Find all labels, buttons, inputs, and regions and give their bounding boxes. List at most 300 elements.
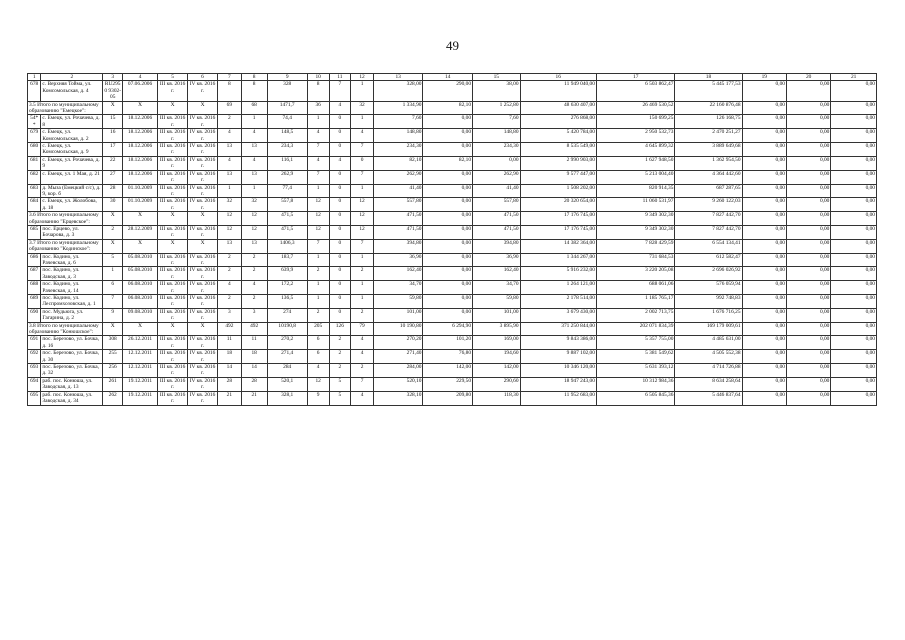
- table-cell: 328,10: [373, 391, 423, 405]
- table-cell: 4: [351, 391, 374, 405]
- table-cell: 1: [217, 184, 241, 198]
- table-cell: 0,00: [423, 295, 473, 309]
- table-cell: 0: [329, 170, 351, 184]
- column-header: 16: [520, 74, 596, 81]
- table-cell: 0: [329, 184, 351, 198]
- table-cell: 0,00: [742, 115, 786, 129]
- table-cell: 691: [28, 336, 41, 350]
- table-cell: 136,5: [267, 295, 307, 309]
- table-cell: 2: [103, 225, 123, 239]
- table-cell: 142,00: [473, 364, 521, 378]
- table-cell: 0,00: [831, 295, 877, 309]
- table-cell: 0,00: [786, 170, 830, 184]
- table-cell: 0,00: [831, 267, 877, 281]
- table-cell: 520,10: [373, 377, 423, 391]
- column-header: 18: [675, 74, 742, 81]
- table-cell: 4: [217, 156, 241, 170]
- table-cell: IV кв. 2016 г.: [188, 115, 218, 129]
- table-cell: 284,00: [373, 364, 423, 378]
- table-cell: 0,00: [742, 322, 786, 336]
- table-cell: раб. пос. Конюша, ул. Заводская, д. 13: [41, 377, 103, 391]
- table-cell: 2 002 713,75: [596, 308, 674, 322]
- table-cell: X: [123, 212, 158, 226]
- table-cell: 7: [351, 170, 374, 184]
- table-cell: 01.10.2009: [123, 184, 158, 198]
- table-cell: 2 990 903,00: [520, 156, 596, 170]
- table-cell: 1: [351, 115, 374, 129]
- table-cell: 471,50: [473, 212, 521, 226]
- table-cell: 0,00: [831, 129, 877, 143]
- table-cell: 10 346 120,00: [520, 364, 596, 378]
- table-cell: 4 364 442,60: [675, 170, 742, 184]
- table-cell: 4: [241, 129, 267, 143]
- table-cell: 557,80: [473, 198, 521, 212]
- table-cell: 639,9: [267, 267, 307, 281]
- table-cell: 0,00: [831, 198, 877, 212]
- table-cell: 68: [241, 101, 267, 115]
- table-cell: 284: [267, 364, 307, 378]
- table-cell: 1 185 765,17: [596, 295, 674, 309]
- column-header: 8: [241, 74, 267, 81]
- table-cell: 0,00: [742, 225, 786, 239]
- table-cell: 12: [217, 225, 241, 239]
- table-cell: 0,00: [742, 364, 786, 378]
- table-cell: 30: [103, 198, 123, 212]
- table-cell: 255: [103, 350, 123, 364]
- table-cell: 3 889 649,68: [675, 143, 742, 157]
- table-cell: д. Мыза (Емецкий с/с), д. 9, кор. б: [41, 184, 103, 198]
- table-cell: 7 827 442,70: [675, 212, 742, 226]
- table-cell: 209,80: [423, 391, 473, 405]
- table-cell: 262,9: [267, 170, 307, 184]
- table-cell: 992 748,83: [675, 295, 742, 309]
- table-cell: 101,20: [423, 336, 473, 350]
- table-cell: 0: [329, 225, 351, 239]
- table-cell: 308: [103, 336, 123, 350]
- column-header: 19: [742, 74, 786, 81]
- table-cell: пос. Кодино, ул. Рачевская, д. 6: [41, 253, 103, 267]
- table-cell: 0: [329, 143, 351, 157]
- table-row: [28, 253, 877, 267]
- table-body: [28, 81, 877, 405]
- table-row: [28, 225, 877, 239]
- table-cell: 11: [241, 336, 267, 350]
- table-cell: 0,00: [786, 364, 830, 378]
- table-cell: 7: [351, 377, 374, 391]
- table-cell: 0,00: [742, 377, 786, 391]
- table-cell: 0,00: [786, 184, 830, 198]
- table-cell: 150 699,25: [596, 115, 674, 129]
- table-cell: 06.08.2010: [123, 295, 158, 309]
- table-cell: 169,00: [473, 336, 521, 350]
- table-cell: с. Емецк, ул. Рочачева, д. 9: [41, 156, 103, 170]
- table-cell: 0,00: [786, 253, 830, 267]
- table-cell: 0,00: [786, 239, 830, 253]
- table-cell: 1: [351, 295, 374, 309]
- table-cell: III кв. 2016 г.: [158, 198, 188, 212]
- table-cell: X: [188, 212, 218, 226]
- table-cell: 0,00: [742, 198, 786, 212]
- table-cell: 7: [351, 239, 374, 253]
- table-cell: IV кв. 2016 г.: [188, 364, 218, 378]
- table-cell: X: [158, 212, 188, 226]
- table-cell: 32: [351, 101, 374, 115]
- table-cell: 18 947 243,00: [520, 377, 596, 391]
- table-cell: 471,5: [267, 212, 307, 226]
- table-row: [28, 364, 877, 378]
- table-cell: III кв. 2016 г.: [158, 391, 188, 405]
- table-cell: 6: [307, 336, 329, 350]
- table-cell: 101,00: [473, 308, 521, 322]
- table-cell: 2: [351, 267, 374, 281]
- table-cell: 13: [217, 239, 241, 253]
- register-table: [27, 73, 877, 406]
- table-cell: 4: [241, 281, 267, 295]
- table-cell: 36,90: [373, 253, 423, 267]
- table-cell: 234,3: [267, 143, 307, 157]
- table-cell: 8 535 549,00: [520, 143, 596, 157]
- table-row: [28, 391, 877, 405]
- table-cell: 689: [28, 295, 41, 309]
- table-cell: 682: [28, 170, 41, 184]
- table-cell: 28: [217, 377, 241, 391]
- table-cell: 4: [351, 336, 374, 350]
- table-cell: 0,00: [786, 336, 830, 350]
- table-cell: 0,00: [473, 156, 521, 170]
- table-cell: 7: [329, 81, 351, 101]
- table-cell: 270,20: [373, 336, 423, 350]
- table-cell: 2: [329, 350, 351, 364]
- table-cell: с. Емецк, ул. Рочачева, д. 8: [41, 115, 103, 129]
- table-row: [28, 115, 877, 129]
- table-cell: 276 868,00: [520, 115, 596, 129]
- table-cell: 0,00: [831, 336, 877, 350]
- table-cell: 1: [103, 267, 123, 281]
- table-cell: 1 252,80: [473, 101, 521, 115]
- table-row: [28, 239, 877, 253]
- table-cell: 683: [28, 184, 41, 198]
- table-cell: 0,00: [423, 267, 473, 281]
- table-cell: 686: [28, 253, 41, 267]
- table-cell: III кв. 2016 г.: [158, 253, 188, 267]
- table-cell: 0: [329, 281, 351, 295]
- table-cell: III кв. 2016 г.: [158, 267, 188, 281]
- table-cell: 18: [241, 350, 267, 364]
- table-cell: 6 554 134,41: [675, 239, 742, 253]
- table-cell: 1: [351, 81, 374, 101]
- table-cell: 557,80: [373, 198, 423, 212]
- table-cell: 5: [329, 391, 351, 405]
- table-cell: IV кв. 2016 г.: [188, 225, 218, 239]
- table-cell: 0,00: [423, 170, 473, 184]
- table-cell: пос. Березово, ул. Бочка, д. 30: [41, 350, 103, 364]
- table-cell: 612 582,47: [675, 253, 742, 267]
- table-cell: 2 470 251,27: [675, 129, 742, 143]
- table-cell: 0,00: [786, 225, 830, 239]
- column-header: 17: [596, 74, 674, 81]
- table-cell: 0,00: [742, 184, 786, 198]
- table-cell: 7: [351, 143, 374, 157]
- table-cell: 148,80: [473, 129, 521, 143]
- table-cell: 0,00: [831, 308, 877, 322]
- table-cell: 7,60: [473, 115, 521, 129]
- table-cell: 6 503 862,47: [596, 81, 674, 101]
- table-cell: 7: [307, 239, 329, 253]
- table-cell: 118,30: [473, 391, 521, 405]
- table-cell: 290,00: [423, 81, 473, 101]
- subtotal-label: 3.6 Итого по муниципальному образованию "Ерцевское":: [28, 212, 103, 226]
- table-cell: 685: [28, 225, 41, 239]
- table-cell: IV кв. 2016 г.: [188, 129, 218, 143]
- table-cell: 169 179 009,61: [675, 322, 742, 336]
- table-cell: 34,70: [373, 281, 423, 295]
- table-cell: 0,00: [786, 295, 830, 309]
- table-row: [28, 295, 877, 309]
- table-cell: 0,00: [831, 253, 877, 267]
- table-cell: 681: [28, 156, 41, 170]
- table-cell: 328: [267, 81, 307, 101]
- table-cell: 0,00: [831, 101, 877, 115]
- table-cell: 0,00: [742, 81, 786, 101]
- table-row: [28, 184, 877, 198]
- table-cell: 19.12.2011: [123, 377, 158, 391]
- table-cell: III кв. 2016 г.: [158, 364, 188, 378]
- table-cell: IV кв. 2016 г.: [188, 81, 218, 101]
- table-cell: 0: [329, 267, 351, 281]
- table-cell: 262,90: [473, 170, 521, 184]
- table-cell: 2 178 514,00: [520, 295, 596, 309]
- table-cell: с. Емецк, ул. Комсомольская, д. 2: [41, 129, 103, 143]
- table-cell: 8: [217, 81, 241, 101]
- table-cell: X: [158, 101, 188, 115]
- table-cell: 12: [351, 212, 374, 226]
- table-header-row: [28, 74, 877, 81]
- table-cell: 34,70: [473, 281, 521, 295]
- table-cell: 3 679 430,00: [520, 308, 596, 322]
- table-cell: III кв. 2016 г.: [158, 184, 188, 198]
- table-cell: X: [123, 322, 158, 336]
- table-cell: 0,00: [423, 253, 473, 267]
- table-cell: 3 895,90: [473, 322, 521, 336]
- table-cell: с. Емецк, ул. Комсомольская, д. 9: [41, 143, 103, 157]
- table-cell: 0,00: [831, 156, 877, 170]
- table-cell: 262: [103, 391, 123, 405]
- table-cell: 1: [307, 295, 329, 309]
- table-cell: 1471,7: [267, 101, 307, 115]
- table-cell: 4 505 552,38: [675, 350, 742, 364]
- table-cell: 3: [217, 308, 241, 322]
- table-cell: 3 220 205,08: [596, 267, 674, 281]
- table-cell: 679: [28, 129, 41, 143]
- table-cell: 38,00: [473, 81, 521, 101]
- table-cell: 256: [103, 364, 123, 378]
- table-cell: 16: [103, 129, 123, 143]
- table-cell: 0,00: [786, 322, 830, 336]
- table-cell: 194,60: [473, 350, 521, 364]
- table-cell: 18.12.2006: [123, 156, 158, 170]
- table-cell: 27: [103, 170, 123, 184]
- table-cell: X: [123, 239, 158, 253]
- table-cell: 0,00: [786, 143, 830, 157]
- column-header: 13: [373, 74, 423, 81]
- table-cell: 0,00: [742, 308, 786, 322]
- table-cell: 3: [241, 308, 267, 322]
- table-cell: 0,00: [742, 267, 786, 281]
- table-cell: пос. Ерцево, ул. Бочарова, д. 3: [41, 225, 103, 239]
- table-cell: IV кв. 2016 г.: [188, 377, 218, 391]
- table-cell: с. Емецк, ул. Жолобова, д. 18: [41, 198, 103, 212]
- table-cell: 0,00: [423, 129, 473, 143]
- table-cell: 9 843 386,00: [520, 336, 596, 350]
- table-cell: 371 250 844,00: [520, 322, 596, 336]
- table-cell: 0,00: [423, 239, 473, 253]
- table-cell: 0,00: [786, 377, 830, 391]
- table-cell: III кв. 2016 г.: [158, 377, 188, 391]
- table-cell: 0,00: [742, 212, 786, 226]
- table-cell: III кв. 2016 г.: [158, 81, 188, 101]
- table-cell: 12: [351, 225, 374, 239]
- table-cell: 4: [217, 129, 241, 143]
- table-cell: 0,00: [786, 212, 830, 226]
- table-row: [28, 281, 877, 295]
- table-cell: 0,00: [786, 391, 830, 405]
- table-cell: 69: [217, 101, 241, 115]
- table-cell: 0,00: [831, 143, 877, 157]
- table-cell: 2: [307, 267, 329, 281]
- table-cell: 162,40: [473, 267, 521, 281]
- table-cell: 2: [217, 295, 241, 309]
- table-cell: III кв. 2016 г.: [158, 281, 188, 295]
- table-cell: 692: [28, 350, 41, 364]
- table-cell: 2 950 532,73: [596, 129, 674, 143]
- table-cell: RU2950 9302-05: [104, 81, 122, 101]
- table-cell: 5 446 837,64: [675, 391, 742, 405]
- table-cell: 684: [28, 198, 41, 212]
- column-header: 9: [267, 74, 307, 81]
- table-cell: 14: [217, 364, 241, 378]
- table-cell: 0,00: [742, 239, 786, 253]
- table-cell: 126: [329, 322, 351, 336]
- table-cell: 21: [241, 391, 267, 405]
- table-cell: 1 676 716,25: [675, 308, 742, 322]
- table-cell: 1: [241, 115, 267, 129]
- table-cell: 06.08.2010: [123, 281, 158, 295]
- table-cell: 1: [351, 184, 374, 198]
- table-cell: 0,00: [831, 391, 877, 405]
- table-cell: 9 577 447,00: [520, 170, 596, 184]
- table-row: [28, 129, 877, 143]
- table-cell: 0: [329, 253, 351, 267]
- table-cell: 26.12.2011: [123, 336, 158, 350]
- table-cell: 5 381 549,62: [596, 350, 674, 364]
- table-cell: 0,00: [423, 281, 473, 295]
- table-cell: 2 696 026,92: [675, 267, 742, 281]
- table-cell: 18.12.2006: [123, 115, 158, 129]
- table-cell: 688 061,06: [596, 281, 674, 295]
- table-cell: 26 469 530,52: [596, 101, 674, 115]
- table-cell: X: [103, 101, 123, 115]
- table-cell: 14 382 364,00: [520, 239, 596, 253]
- table-cell: 6 505 845,36: [596, 391, 674, 405]
- table-cell: X: [188, 239, 218, 253]
- table-cell: 11 060 531,97: [596, 198, 674, 212]
- table-cell: 8: [307, 81, 329, 101]
- table-cell: 693: [28, 364, 41, 378]
- table-cell: 12: [307, 225, 329, 239]
- table-cell: 0,00: [423, 308, 473, 322]
- table-cell: 17: [103, 143, 123, 157]
- table-cell: 1 334,90: [373, 101, 423, 115]
- table-cell: 17 176 745,00: [520, 212, 596, 226]
- table-cell: X: [158, 322, 188, 336]
- table-row: [28, 267, 877, 281]
- table-cell: 12: [241, 225, 267, 239]
- table-cell: 0,00: [831, 364, 877, 378]
- column-header: 6: [188, 74, 218, 81]
- table-cell: 0,00: [742, 143, 786, 157]
- table-cell: 0,00: [831, 115, 877, 129]
- table-cell: 4: [307, 156, 329, 170]
- table-cell: 4: [241, 156, 267, 170]
- table-cell: 5 420 784,00: [520, 129, 596, 143]
- column-header: 4: [123, 74, 158, 81]
- table-cell: X: [188, 322, 218, 336]
- table-cell: 15: [103, 115, 123, 129]
- table-cell: 0,00: [831, 350, 877, 364]
- table-cell: 7: [307, 143, 329, 157]
- table-cell: III кв. 2016 г.: [158, 336, 188, 350]
- table-cell: 229,50: [423, 377, 473, 391]
- table-cell: 0,00: [742, 391, 786, 405]
- table-cell: 54**: [28, 115, 41, 129]
- table-cell: 9: [103, 308, 123, 322]
- table-cell: 202 071 834,39: [596, 322, 674, 336]
- table-cell: 9 887 102,00: [520, 350, 596, 364]
- table-cell: 270,2: [267, 336, 307, 350]
- table-cell: 1406,3: [267, 239, 307, 253]
- table-cell: 0,00: [831, 81, 877, 101]
- table-cell: 2: [329, 364, 351, 378]
- column-header: 14: [423, 74, 473, 81]
- column-header: 20: [786, 74, 830, 81]
- table-cell: 0,00: [742, 350, 786, 364]
- table-cell: 10 312 984,36: [596, 377, 674, 391]
- table-cell: 5 445 177,53: [675, 81, 742, 101]
- table-cell: 234,30: [473, 143, 521, 157]
- table-cell: 48 630 407,00: [520, 101, 596, 115]
- table-cell: 0,00: [831, 225, 877, 239]
- table-cell: 0,00: [831, 239, 877, 253]
- table-cell: 2: [241, 267, 267, 281]
- table-cell: 7 827 442,70: [675, 225, 742, 239]
- table-cell: 2: [217, 267, 241, 281]
- table-cell: 0,00: [831, 170, 877, 184]
- table-cell: 12: [307, 377, 329, 391]
- table-cell: 471,50: [473, 225, 521, 239]
- table-cell: 1: [351, 253, 374, 267]
- column-header: 3: [103, 74, 123, 81]
- table-row: [28, 336, 877, 350]
- table-row: [28, 101, 877, 115]
- table-cell: 36: [307, 101, 329, 115]
- table-cell: 0,00: [831, 212, 877, 226]
- table-cell: 0,00: [742, 129, 786, 143]
- table-cell: 2: [351, 308, 374, 322]
- subtotal-label: 3.5 Итого по муниципальному образованию "Емецкое":: [28, 101, 103, 115]
- table-cell: 5: [103, 253, 123, 267]
- table-cell: 8: [241, 81, 267, 101]
- table-cell: 5 631 393,12: [596, 364, 674, 378]
